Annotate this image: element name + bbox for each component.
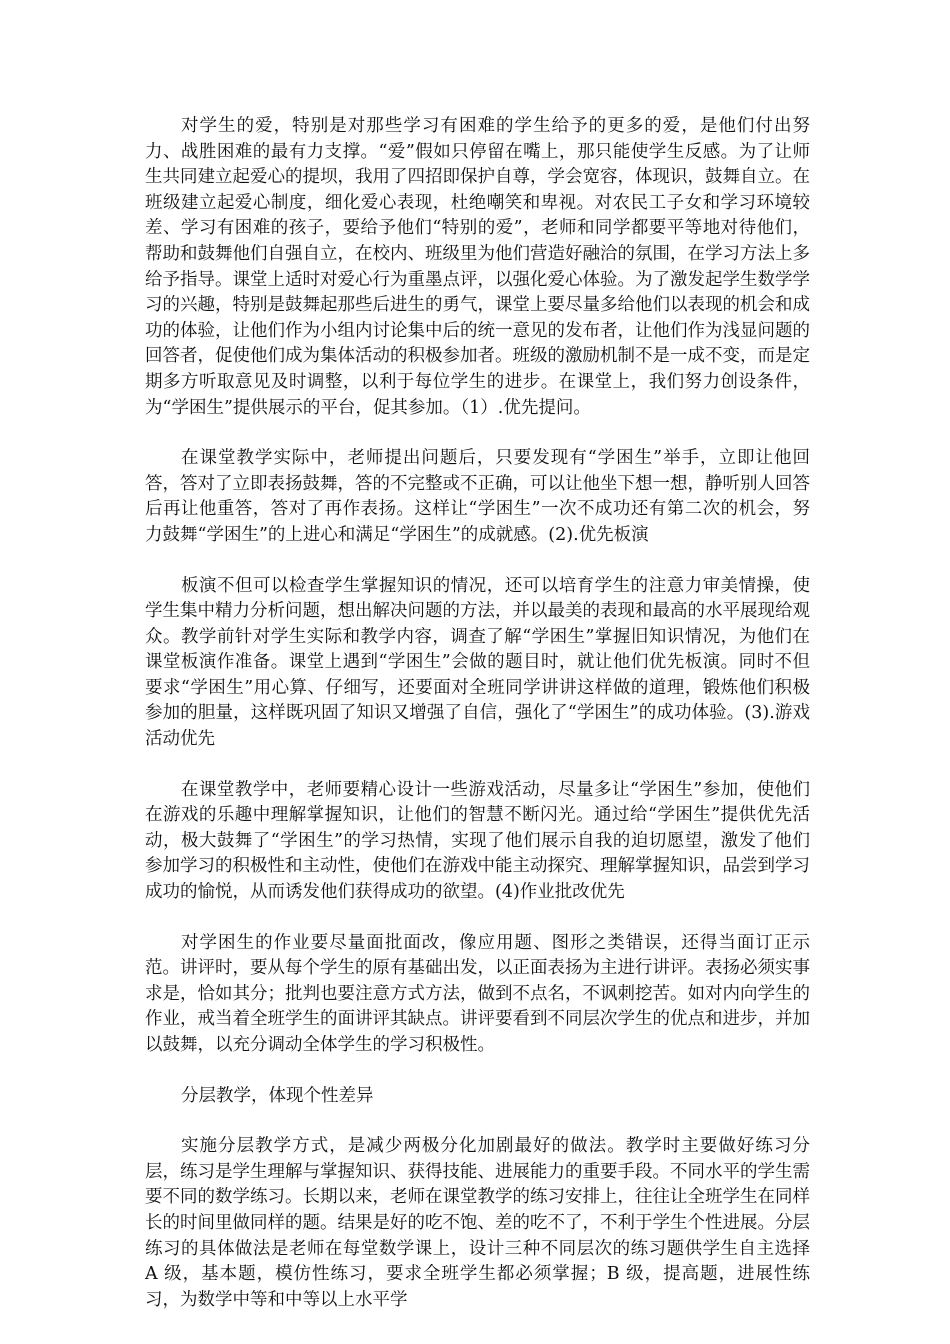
document-body xyxy=(145,114,810,1338)
section-heading-layered-teaching: 分层教学，体现个性差异 xyxy=(181,1085,374,1106)
paragraph-priority-games: 在课堂教学中，老师要精心设计一些游戏活动，尽量多让“学困生”参加，使他们在游戏的乐趣中理解掌握知识，让他们的智慧不断闪光。通过给“学困生”提供优先活动，极大鼓舞了“学困生”的学习热情，实现了他们展示自我的迫切愿望，激发了他们参加学习的积极性和主动性，使他们在游戏中能主动探究、理解掌握知识，品尝到学习成功的愉悦，从而诱发他们获得成功的欲望。(4)作业批改优先 xyxy=(145,779,810,903)
paragraph-priority-questions: 在课堂教学实际中，老师提出问题后，只要发现有“学困生”举手，立即让他回答，答对了立即表扬鼓舞，答的不完整或不正确，可以让他坐下想一想，静听别人回答后再让他重答，答对了再作表扬。这样让“学困生”一次不成功还有第二次的机会，努力鼓舞“学困生”的上进心和满足“学困生”的成就感。(2).优先板演 xyxy=(145,448,810,545)
paragraph-homework-correction: 对学困生的作业要尽量面批面改，像应用题、图形之类错误，还得当面订正示范。讲评时，要从每个学生的原有基础出发，以正面表扬为主进行讲评。表扬必须实事求是，恰如其分；批判也要注意方式方法，做到不点名，不讽刺挖苦。如对内向学生的作业，戒当着全班学生的面讲评其缺点。讲评要看到不同层次学生的优点和进步，并加以鼓舞，以充分调动全体学生的学习积极性。 xyxy=(145,932,810,1055)
paragraph-love-support: 对学生的爱，特别是对那些学习有困难的学生给予的更多的爱，是他们付出努力、战胜困难的最有力支撑。“爱”假如只停留在嘴上，那只能使学生反感。为了让师生共同建立起爱心的提坝，我用了四招即保护自尊，学会宽容，体现识，鼓舞自立。在班级建立起爱心制度，细化爱心表现，杜绝嘲笑和卑视。对农民工子女和学习环境较差、学习有困难的孩子，要给予他们“特别的爱”，老师和同学都要平等地对待他们，帮助和鼓舞他们自强自立，在校内、班级里为他们营造好融洽的氛围，在学习方法上多给予指导。课堂上适时对爱心行为重墨点评，以强化爱心体验。为了激发起学生数学学习的兴趣，特别是鼓舞起那些后进生的勇气，课堂上要尽量多给他们以表现的机会和成功的体验，让他们作为小组内讨论集中后的统一意见的发布者，让他们作为浅显问题的回答者，促使他们成为集体活动的积极参加者。班级的激励机制不是一成不变，而是定期多方听取意见及时调整，以利于每位学生的进步。在课堂上，我们努力创设条件，为“学困生”提供展示的平台，促其参加。（1）.优先提问。 xyxy=(145,116,810,418)
paragraph-layered-teaching: 实施分层教学方式，是减少两极分化加剧最好的做法。教学时主要做好练习分层，练习是学生理解与掌握知识、获得技能、进展能力的重要手段。不同水平的学生需要不同的数学练习。长期以来，老师在课堂教学的练习安排上，往往让全班学生在同样长的时间里做同样的题。结果是好的吃不饱、差的吃不了，不利于学生个性进展。分层练习的具体做法是老师在每堂数学课上，设计三种不同层次的练习题供学生自主选择 A 级，基本题，模仿性练习，要求全班学生都必须掌握；B 级，提高题，进展性练习，为数学中等和中等以上水平学 xyxy=(145,1136,810,1310)
paragraph-priority-board: 板演不但可以检查学生掌握知识的情况，还可以培育学生的注意力审美情操，使学生集中精力分析问题，想出解决问题的方法，并以最美的表现和最高的水平展现给观众。教学前针对学生实际和教学内容，调查了解“学困生”掌握旧知识情况，为他们在课堂板演作准备。课堂上遇到“学困生”会做的题目时，就让他们优先板演。同时不但要求“学困生”用心算、仔细写，还要面对全班同学讲讲这样做的道理，锻炼他们积极参加的胆量，这样既巩固了知识又增强了自信，强化了“学困生”的成功体验。(3).游戏活动优先 xyxy=(145,575,810,750)
